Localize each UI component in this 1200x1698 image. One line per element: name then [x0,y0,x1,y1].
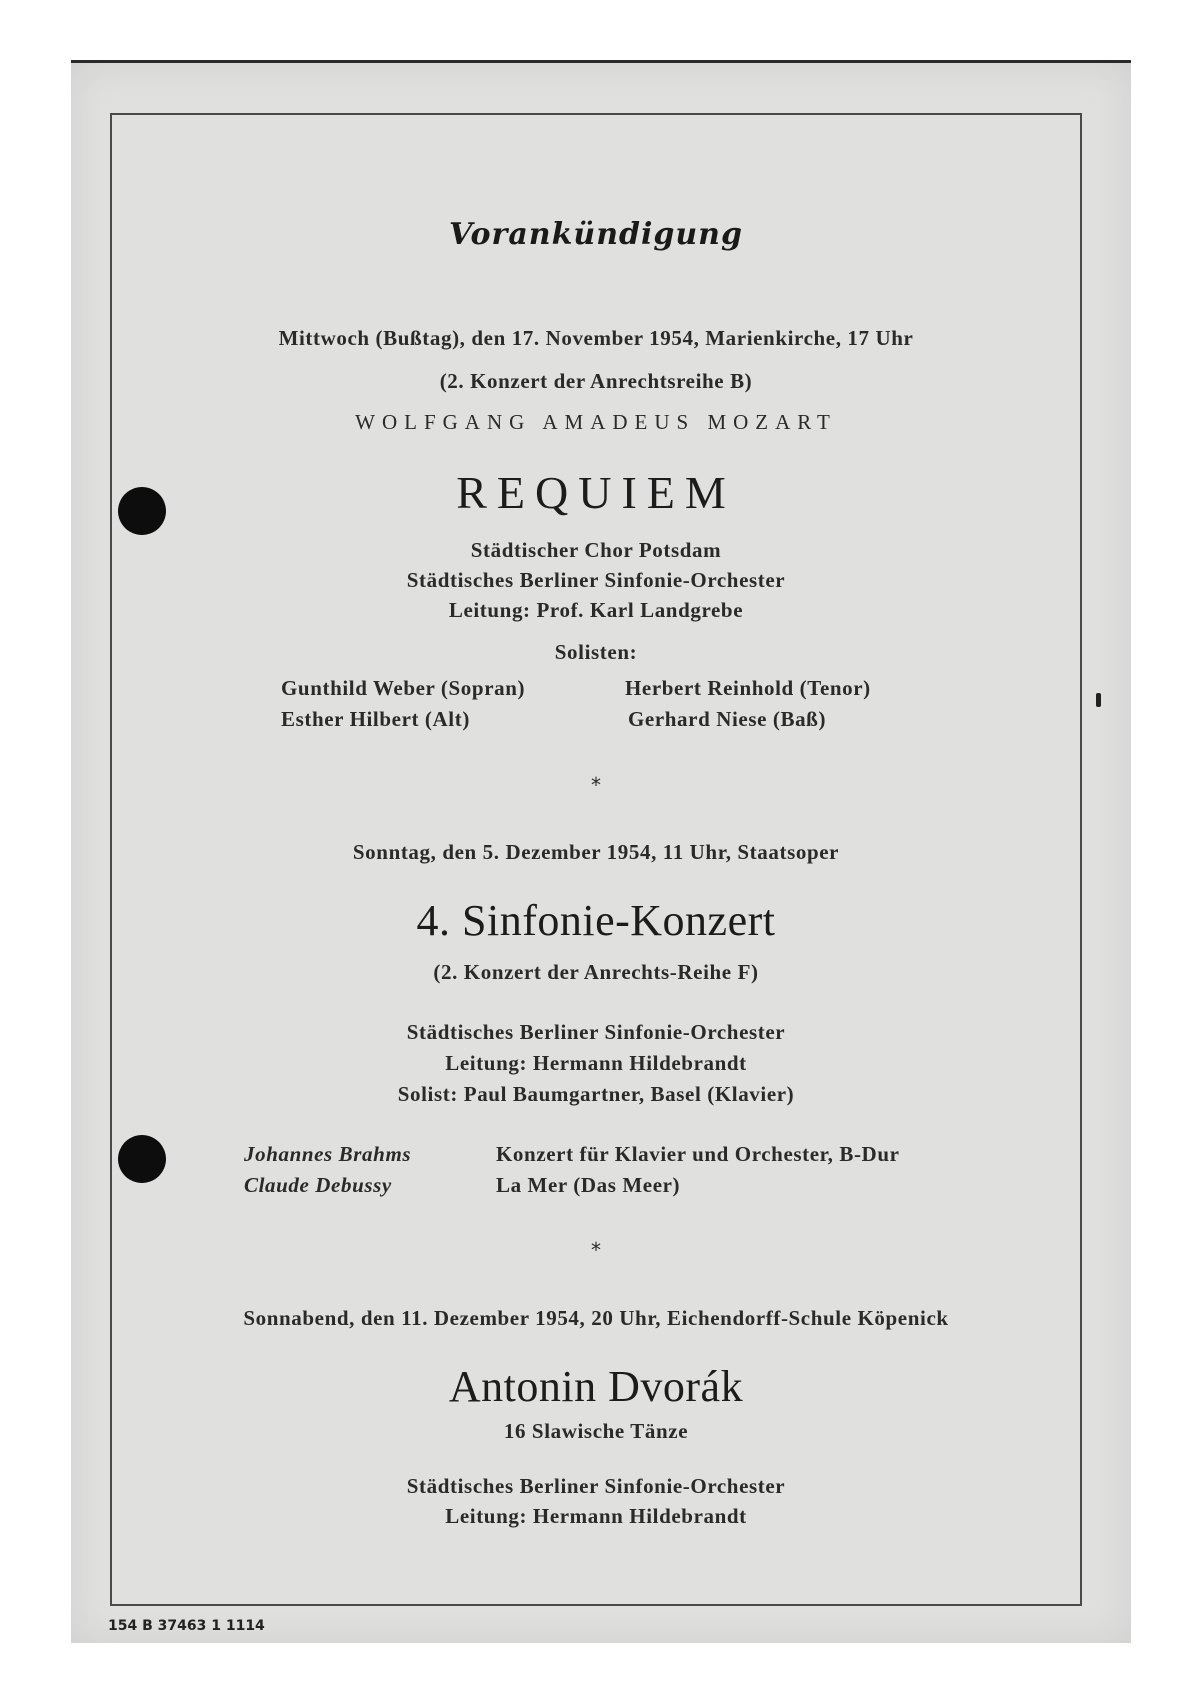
concert1-performer: Städtisches Berliner Sinfonie-Orchester [406,568,786,592]
separator-star: * [591,1238,601,1262]
concert2-series: (2. Konzert der Anrechts-Reihe F) [433,960,759,984]
program-composer: Johannes Brahms [244,1142,412,1166]
concert1-composer: WOLFGANG AMADEUS MOZART [355,410,837,434]
concert2-date-line: Sonntag, den 5. Dezember 1954, 11 Uhr, Staatsoper [352,840,840,864]
archive-stamp: 154 B 37463 1 1114 [108,1618,265,1634]
concert2-conductor: Leitung: Hermann Hildebrandt [445,1051,747,1075]
paper-mark [1096,693,1101,707]
concert1-series: (2. Konzert der Anrechtsreihe B) [439,369,753,393]
soloist-name: Gerhard Niese (Baß) [628,707,827,731]
concert2-soloist: Solist: Paul Baumgartner, Basel (Klavier) [397,1082,795,1106]
concert3-date-line: Sonnabend, den 11. Dezember 1954, 20 Uhr, Eichendorff-Schule Köpenick [243,1306,949,1330]
concert1-conductor: Leitung: Prof. Karl Landgrebe [448,598,744,622]
soloist-name: Gunthild Weber (Sopran) [281,676,526,700]
separator-star: * [591,773,601,797]
concert3-title: Antonin Dvorák [448,1362,744,1411]
soloist-name: Esther Hilbert (Alt) [281,707,470,731]
concert1-date-line: Mittwoch (Bußtag), den 17. November 1954, Marienkirche, 17 Uhr [278,326,914,350]
concert3-orchestra: Städtisches Berliner Sinfonie-Orchester [406,1474,786,1498]
program-work: La Mer (Das Meer) [496,1173,681,1197]
program-composer: Claude Debussy [244,1173,392,1197]
concert2-title: 4. Sinfonie-Konzert [416,896,776,945]
concert1-work-title: REQUIEM [456,467,736,518]
concert3-work: 16 Slawische Tänze [503,1419,689,1443]
concert3-conductor: Leitung: Hermann Hildebrandt [445,1504,747,1528]
soloists-label: Solisten: [554,640,638,664]
concert2-orchestra: Städtisches Berliner Sinfonie-Orchester [406,1020,786,1044]
punch-hole-bottom [118,1135,166,1183]
concert1-performer: Städtischer Chor Potsdam [470,538,722,562]
soloist-name: Herbert Reinhold (Tenor) [625,676,871,700]
program-work: Konzert für Klavier und Orchester, B-Dur [496,1142,900,1166]
announcement-heading: Vorankündigung [449,217,743,252]
